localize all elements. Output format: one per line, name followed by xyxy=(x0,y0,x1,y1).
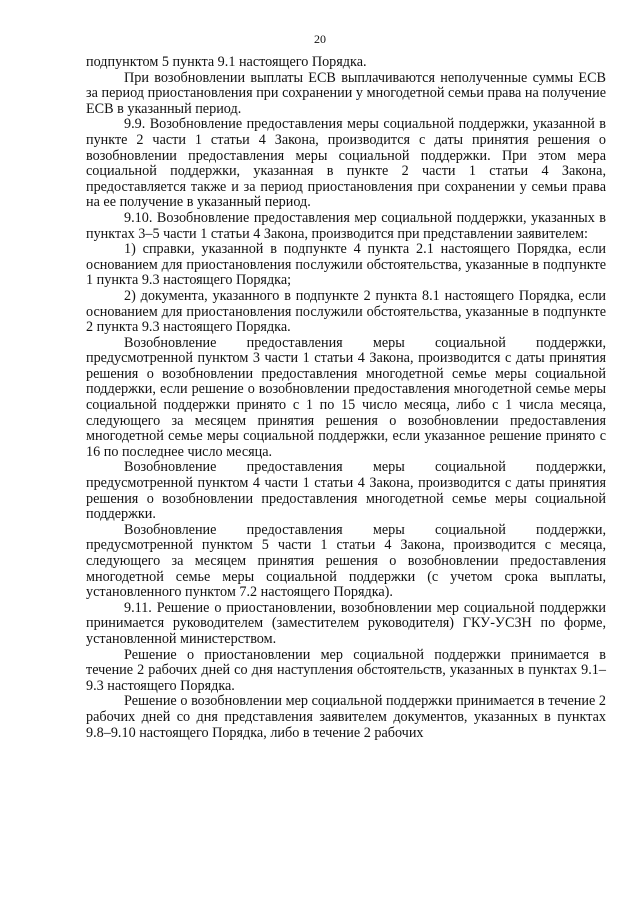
paragraph-9-9: 9.9. Возобновление предоставления меры социальной поддержки, указанной в пункте 2 части 1 статьи 4 Закона, производится с даты принятия решения о возобновлении предоставления меры социальной поддержки. При этом мера социальной поддержки, указанная в пункте 2 части 1 статьи 4 Закона, предоставляется также и за период приостановления при сохранении у семьи права на ее получение в указанный период. xyxy=(86,116,606,211)
paragraph-resumption-decision: Решение о возобновлении мер социальной поддержки принимается в течение 2 рабочих дней со дня представления заявителем документов, указанных в пунктах 9.8–9.10 настоящего Порядка, либо в течение 2 рабочих xyxy=(86,694,606,741)
paragraph-continuation: подпунктом 5 пункта 9.1 настоящего Порядка. xyxy=(86,54,367,70)
paragraph-9-11: 9.11. Решение о приостановлении, возобновлении мер социальной поддержки принимается руководителем (заместителем руководителя) ГКУ-УСЗН по форме, установленной министерством. xyxy=(86,599,606,647)
paragraph-suspension-decision: Решение о приостановлении мер социальной поддержки принимается в течение 2 рабочих дней со дня наступления обстоятельств, указанных в пунктах 9.1–9.3 настоящего Порядка. xyxy=(86,646,606,694)
paragraph-measure-5: Возобновление предоставления меры социальной поддержки, предусмотренной пунктом 5 части 1 статьи 4 Закона, производится с месяца, следующего за месяцем принятия решения о возобновлении предоставления многодетной семье меры социальной поддержки (с учетом срока выплаты, установленного пунктом 7.2 настоящего Порядка). xyxy=(86,521,606,601)
document-body xyxy=(86,55,606,741)
paragraph-9-10-item-2: 2) документа, указанного в подпункте 2 пункта 8.1 настоящего Порядка, если основанием для приостановления послужили обстоятельства, указанные в подпункте 2 пункта 9.3 настоящего Порядка. xyxy=(86,287,606,336)
paragraph-measure-4: Возобновление предоставления меры социальной поддержки, предусмотренной пунктом 4 части 1 статьи 4 Закона, производится с даты принятия решения о возобновлении предоставления многодетной семье меры социальной поддержки. xyxy=(86,459,606,523)
paragraph-9-10-item-1: 1) справки, указанной в подпункте 4 пункта 2.1 настоящего Порядка, если основанием для приостановления послужили обстоятельства, указанные в подпункте 1 пункта 9.3 настоящего Порядка; xyxy=(86,241,606,289)
paragraph-measure-3: Возобновление предоставления меры социальной поддержки, предусмотренной пунктом 3 части 1 статьи 4 Закона, производится с даты принятия решения о возобновлении предоставления многодетной семье меры социальной поддержки, если решение о возобновлении предоставления многодетной семье меры социальной поддержки принято с 1 по 15 число месяца, либо с 1 числа месяца, следующего за месяцем принятия решения о возобновлении предоставления многодетной семье меры социальной поддержки, если указанное решение принято с 16 по последнее число месяца. xyxy=(86,334,606,460)
paragraph-esv-resumption: При возобновлении выплаты ЕСВ выплачиваются неполученные суммы ЕСВ за период приостановления при сохранении у многодетной семьи права на получение ЕСВ в указанный период. xyxy=(86,69,606,117)
page-number: 20 xyxy=(314,32,326,46)
paragraph-9-10: 9.10. Возобновление предоставления мер социальной поддержки, указанных в пунктах 3–5 части 1 статьи 4 Закона, производится при представлении заявителем: xyxy=(86,209,606,242)
